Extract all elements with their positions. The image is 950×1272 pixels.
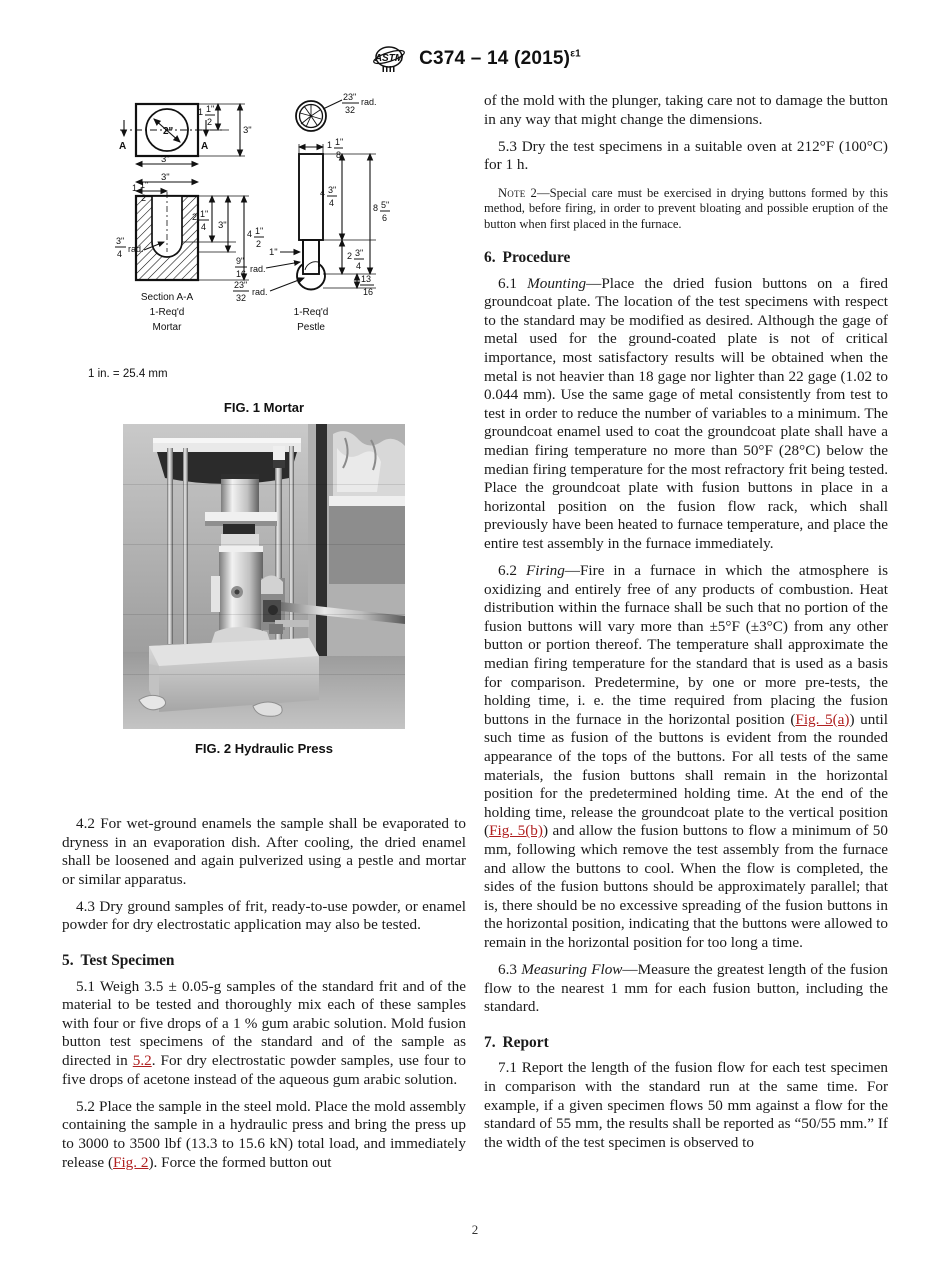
astm-logo-icon: [369, 44, 409, 74]
paragraph-text: Dry ground samples of frit, ready-to-use powder, or enamel powder for dry electrostatic application may also be tested.: [62, 897, 466, 934]
standard-revision-mark: ε1: [570, 48, 581, 60]
section-title: Report: [502, 1033, 549, 1051]
paragraph-number: 6.2: [498, 562, 517, 580]
section-title: Procedure: [502, 249, 571, 267]
section-heading-7: [484, 1034, 888, 1053]
mortar-pestle-drawing: [114, 92, 414, 362]
svg-text:4: 4: [329, 198, 335, 208]
section-number: 5.: [62, 952, 74, 970]
svg-text:2: 2: [192, 212, 198, 222]
page-title: [419, 48, 581, 70]
standard-designation: C374 – 14 (2015): [419, 48, 571, 69]
svg-text:32: 32: [345, 105, 356, 115]
paragraph-text-part-2: ). Force the formed button out: [148, 1153, 332, 1171]
paragraph-number: 5.3: [498, 137, 517, 155]
section-number: 7.: [484, 1033, 496, 1051]
svg-text:4: 4: [320, 188, 326, 198]
paragraph-text: Dry the test specimens in a suitable oven at 212°F (100°C) for 1 h.: [484, 137, 888, 174]
paragraph-4-3: [62, 898, 466, 935]
note-text: —Special care must be exercised in drying buttons formed by this method, before firing, in order to prevent bloating and possible eruption of the button when first placed in the furnace.: [484, 185, 888, 231]
figure-2-caption: FIG. 2 Hydraulic Press: [194, 741, 333, 756]
svg-text:16: 16: [236, 269, 247, 279]
svg-text:4: 4: [117, 249, 123, 259]
svg-text:A: A: [201, 141, 209, 152]
svg-text:1": 1": [200, 209, 209, 219]
paragraph-text-part-1: Place the sample in the steel mold. Place the mold assembly containing the sample in a hydraulic press and bring the press up to 3000 to 3500 lbf (13.3 to 15.6 kN) total load, and immediately release (: [62, 1097, 466, 1171]
cross-reference-fig-2[interactable]: Fig. 2: [113, 1153, 149, 1171]
paragraph-7-1: [484, 1059, 888, 1152]
svg-text:8: 8: [336, 150, 342, 160]
svg-text:6: 6: [382, 213, 388, 223]
paragraph-5-1: [62, 978, 466, 1090]
paragraph-5-3: [484, 138, 888, 175]
svg-text:2: 2: [207, 117, 213, 127]
paragraph-text-part-2: . For dry electrostatic powder samples, use four to five drops of acetone instead of the aqueous gum arabic solution.: [62, 1052, 466, 1088]
svg-text:3": 3": [328, 185, 337, 195]
svg-text:1": 1": [206, 104, 215, 114]
paragraph-6-3: [484, 961, 888, 1017]
paragraph-text-part-1: Weigh 3.5 ± 0.05-g samples of the standard frit and of the material to be tested and thoroughly mix each of these samples with four or five drops of a 1 % gum arabic solution. Mold fusion button test specimens of the standard and of the sample as directed in: [62, 977, 466, 1070]
svg-text:ASTM: ASTM: [374, 53, 404, 64]
paragraph-continuation: of the mold with the plunger, taking care not to damage the button in any way that might change the dimensions.: [484, 92, 888, 128]
svg-text:9": 9": [236, 256, 245, 266]
svg-text:1: 1: [132, 183, 138, 193]
svg-text:rad.: rad.: [361, 97, 377, 107]
paragraph-number: 5.1: [76, 977, 95, 995]
svg-text:13: 13: [361, 274, 372, 284]
svg-text:23": 23": [234, 280, 248, 290]
svg-text:2": 2": [163, 126, 174, 137]
paragraph-4-2: [62, 815, 466, 889]
svg-text:4: 4: [356, 261, 362, 271]
hydraulic-press-photo: [123, 424, 405, 729]
paragraph-number: 5.2: [76, 1097, 95, 1115]
svg-text:1": 1": [335, 137, 344, 147]
svg-text:2: 2: [141, 193, 147, 203]
paragraph-text-part-3: ) and allow the fusion buttons to flow a minimum of 50 mm, following which remove the test assembly from the furnace and allow the buttons to cool. When the flow is completed, the sides of the fusion buttons should be approximately parallel; that is, there should be no excessive spreading of the fusion buttons in the horizontal position, indicating that the buttons were allowed to remain in the horizontal position for too long a time.: [484, 822, 888, 951]
mortar-reqd-label: 1-Req'd: [149, 307, 185, 318]
paragraph-text: —Measure the greatest length of the fusion flow to the nearest 1 mm for each fusion button, including the standard.: [484, 961, 889, 1016]
paragraph-number: 4.2: [76, 815, 95, 832]
paragraph-number: 6.3: [498, 961, 517, 979]
svg-text:16: 16: [363, 287, 374, 297]
paragraph-text: Report the length of the fusion flow for each test specimen in comparison with the standard run at the same time. For example, if a given specimen flows 50 mm against a flow for the standard of 55 mm, the results shall be reported as “50/55 mm.” If the width of the test specimen is observed to: [484, 1059, 888, 1151]
paragraph-5-2: [62, 1098, 466, 1172]
section-label: Section A-A: [140, 292, 194, 303]
svg-text:4: 4: [201, 222, 207, 232]
figure-1-caption: FIG. 1 Mortar: [223, 400, 305, 415]
svg-text:1: 1: [327, 140, 333, 150]
svg-text:rad.: rad.: [250, 264, 266, 274]
right-column: [484, 92, 888, 1152]
paragraph-term: Measuring Flow: [521, 961, 623, 979]
left-column: [62, 815, 466, 1172]
svg-text:5": 5": [381, 200, 390, 210]
paragraph-6-1: [484, 275, 888, 554]
section-title: Test Specimen: [80, 952, 175, 970]
paragraph-term: Mounting: [527, 274, 587, 292]
paragraph-text-part-1: —Fire in a furnace in which the atmosphere is oxidizing and entirely free of any products of combustion. Heat distribution within the furnace shall be such that no portion of the fusion buttons will vary more than ±5°F (±3°C) from any other button or portion thereof. The temperature shall approximate the median firing temperature for the standard that is used as a basis for comparison. Predetermine, by one or more pre-tests, the holding time, i. e. the time required from placing the fusion buttons in the furnace in the horizontal position (: [484, 562, 888, 728]
svg-text:rad.: rad.: [252, 287, 268, 297]
svg-text:1": 1": [255, 226, 264, 236]
note-label: Note 2: [498, 185, 538, 200]
svg-text:3": 3": [116, 236, 125, 246]
section-heading-5: [62, 952, 466, 971]
svg-text:3": 3": [243, 125, 252, 136]
svg-text:3": 3": [161, 154, 170, 165]
svg-text:A: A: [119, 141, 127, 152]
svg-text:4: 4: [247, 229, 253, 239]
figure-1: [62, 92, 466, 415]
note-2: [484, 186, 888, 232]
svg-text:1": 1": [269, 247, 278, 258]
mortar-label: Mortar: [152, 322, 182, 333]
svg-text:1": 1": [140, 180, 149, 190]
page-header: [0, 44, 950, 74]
figure-2: [62, 424, 466, 756]
paragraph-term: Firing: [525, 562, 565, 580]
svg-text:3": 3": [218, 220, 227, 231]
scale-note: 1 in. = 25.4 mm: [88, 368, 168, 380]
svg-text:2: 2: [256, 239, 262, 249]
cross-reference-5-2[interactable]: 5.2: [132, 1052, 152, 1070]
section-number: 6.: [484, 249, 496, 267]
cross-reference-fig-5a[interactable]: Fig. 5(a): [795, 710, 850, 728]
paragraph-6-2: [484, 562, 888, 952]
paragraph-text: —Place the dried fusion buttons on a fired groundcoat plate. The location of the test specimens with respect to the standard may be modified as desired. Although the gage of metal used for the ground-coated plate is not of critical importance, most satisfactory results will be obtained when the metal is not heavier than 18 gage nor lighter than 22 gage (1.02 to 0.044 mm). Use the same gage of metal consistently from test to test in order to reduce the number of variables to a minimum. The groundcoat enamel used to coat the groundcoat plate shall have a median firing temperature no more than 50°F (28°C) below the median firing temperature for the most refractory frit being tested. Place the groundcoat plate with fusion buttons in place in a horizontal position on the fusion flow rack, which shall previously have been heated to furnace temperature, and place the entire test assembly in the furnace immediately.: [484, 274, 888, 552]
cross-reference-fig-5b[interactable]: Fig. 5(b): [489, 822, 543, 840]
section-heading-6: [484, 249, 888, 268]
svg-text:32: 32: [236, 293, 247, 303]
pestle-label: Pestle: [297, 322, 325, 333]
paragraph-number: 6.1: [498, 274, 517, 292]
paragraph-number: 7.1: [498, 1059, 517, 1077]
svg-text:rad.: rad.: [128, 244, 144, 254]
svg-text:8: 8: [373, 203, 379, 213]
svg-text:3": 3": [355, 248, 364, 258]
paragraph-number: 4.3: [76, 897, 95, 915]
paragraph-text: For wet-ground enamels the sample shall be evaporated to dryness in an evaporation dish. After cooling, the dried enamel shall be loosened and again pulverized using a pestle and mortar or similar apparatus.: [62, 815, 466, 888]
svg-text:1: 1: [198, 107, 204, 117]
page-number: 2: [471, 1222, 479, 1237]
svg-text:3": 3": [161, 172, 170, 183]
svg-text:2: 2: [347, 251, 353, 261]
paragraph-text-part-2: ) until such time as fusion of the buttons is evident from the rounded appearance of the tops of the buttons. For all tests of the same materials, the fusion buttons shall remain in the horizontal position for the predetermined holding time. At the end of the holding time, release the groundcoat plate to the vertical position (: [484, 710, 888, 840]
svg-text:23": 23": [343, 92, 357, 102]
pestle-reqd-label: 1-Req'd: [293, 307, 329, 318]
